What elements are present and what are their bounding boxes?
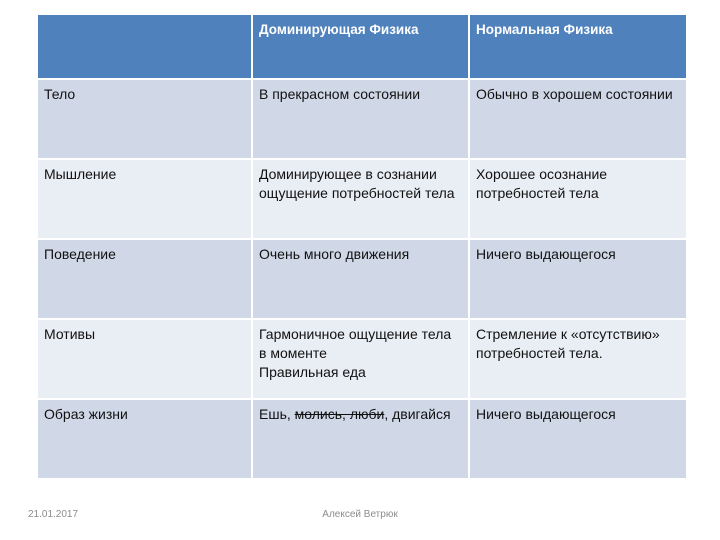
dominant-cell: Очень много движения (252, 239, 469, 319)
footer-date: 21.01.2017 (28, 509, 79, 520)
dominant-cell (252, 319, 469, 399)
normal-cell: Ничего выдающегося (469, 399, 687, 479)
table-row (37, 79, 687, 159)
row-label: Тело (37, 79, 252, 159)
dominant-cell (252, 399, 469, 479)
normal-cell: Хорошее осознание потребностей тела (469, 159, 687, 239)
dominant-line: Правильная еда (259, 364, 366, 380)
table-row (37, 319, 687, 399)
text-part: , двигайся (384, 406, 451, 422)
table-header-row (37, 14, 687, 79)
footer-author: Алексей Ветрюк (322, 509, 398, 520)
row-label: Образ жизни (37, 399, 252, 479)
header-normal-physics: Нормальная Физика (469, 14, 687, 79)
row-label: Поведение (37, 239, 252, 319)
table-row (37, 399, 687, 479)
header-empty-cell (37, 14, 252, 79)
strikethrough-text: молись, люби (294, 406, 385, 422)
row-label: Мышление (37, 159, 252, 239)
dominant-cell: В прекрасном состоянии (252, 79, 469, 159)
normal-cell: Ничего выдающегося (469, 239, 687, 319)
row-label: Мотивы (37, 319, 252, 399)
normal-cell: Обычно в хорошем состоянии (469, 79, 687, 159)
text-part: Ешь, (259, 406, 295, 422)
table-row (37, 239, 687, 319)
header-dominant-physics: Доминирующая Физика (252, 14, 469, 79)
dominant-line: Гармоничное ощущение тела в моменте (259, 326, 452, 361)
dominant-cell: Доминирующее в сознании ощущение потребностей тела (252, 159, 469, 239)
normal-cell: Стремление к «отсутствию» потребностей тела. (469, 319, 687, 399)
comparison-table (36, 13, 688, 480)
table-row (37, 159, 687, 239)
